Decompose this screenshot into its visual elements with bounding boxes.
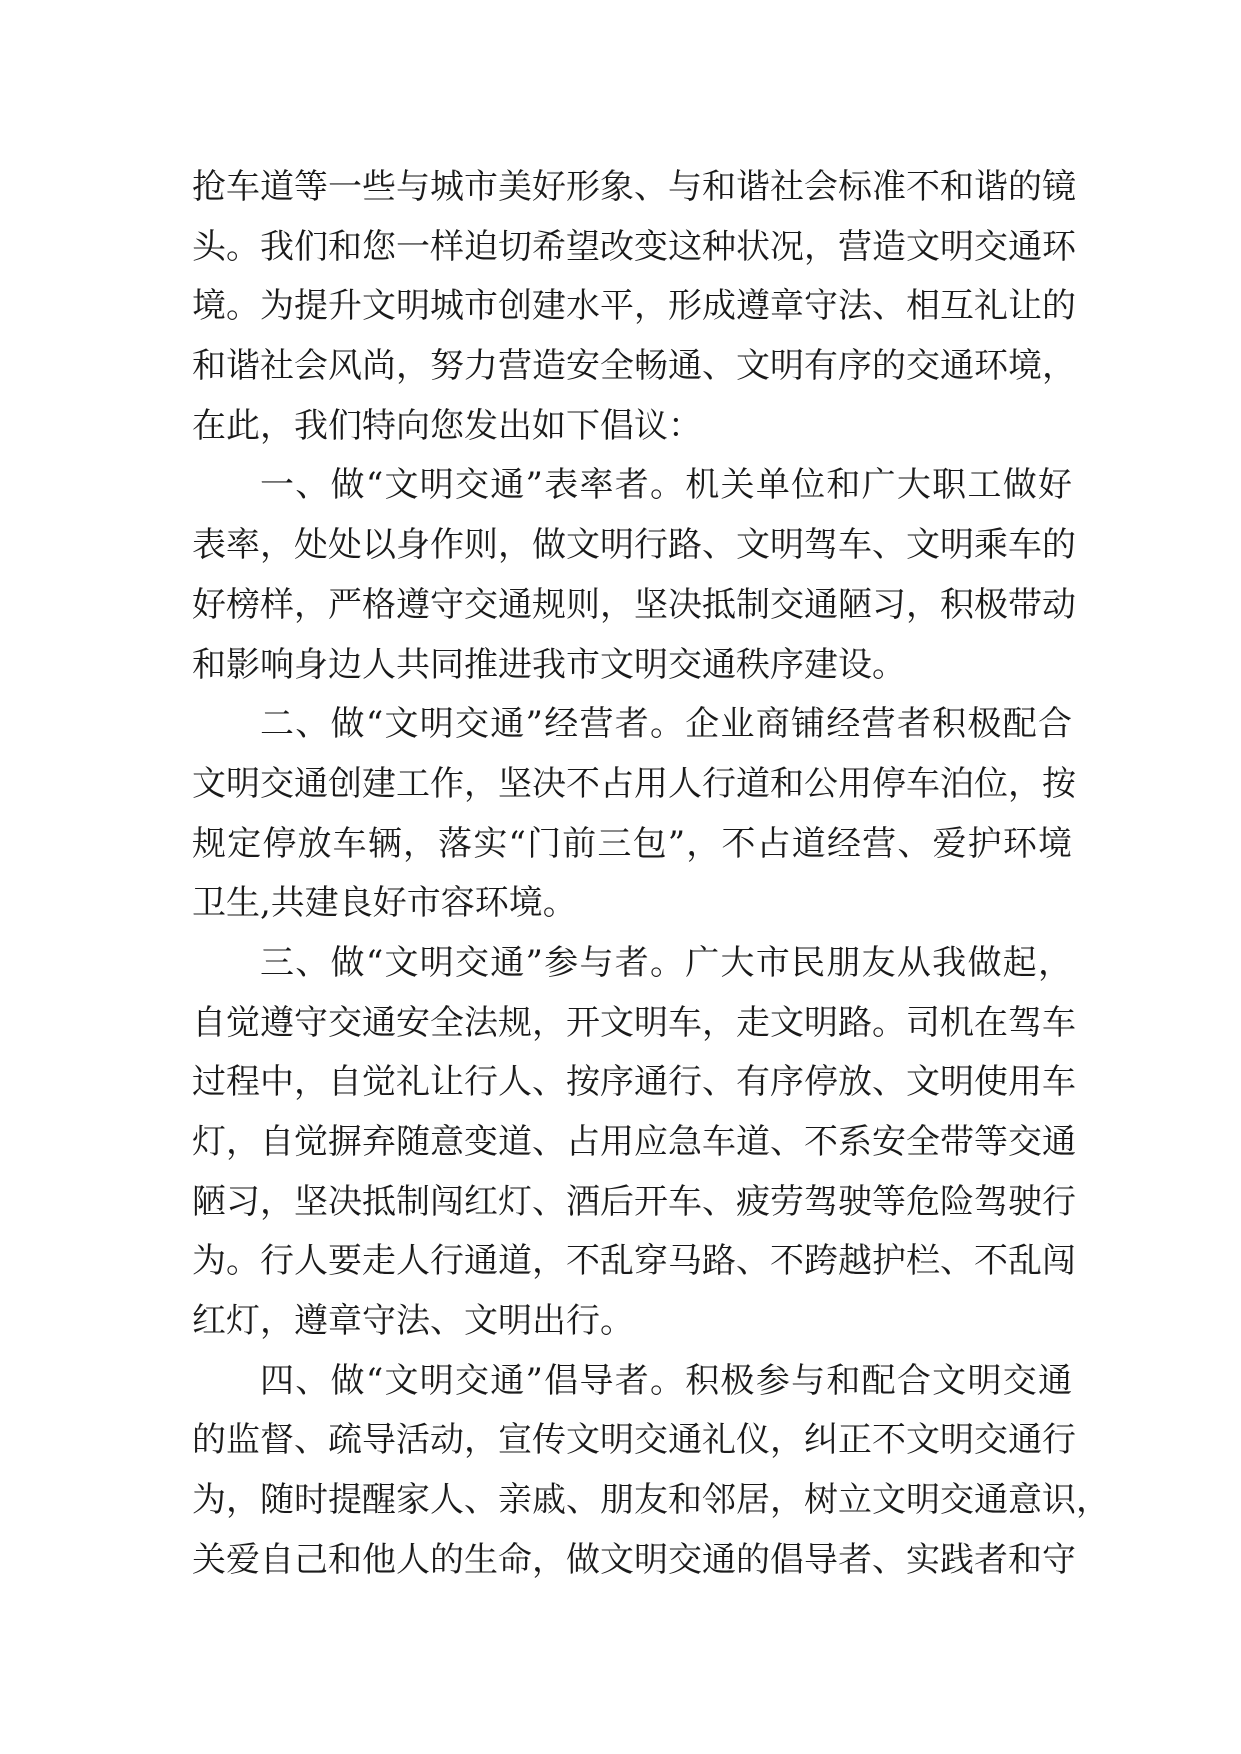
text-line: 红灯，遵章守法、文明出行。 <box>192 1301 634 1342</box>
text-line: 表率，处处以身作则，做文明行路、文明驾车、文明乘车的 <box>192 525 1076 566</box>
text-line: 四、做“文明交通”倡导者。积极参与和配合文明交通 <box>260 1360 1072 1401</box>
document-body <box>192 158 1110 1591</box>
text-line: 好榜样，严格遵守交通规则，坚决抵制交通陋习，积极带动 <box>192 584 1076 625</box>
text-line: 文明交通创建工作，坚决不占用人行道和公用停车泊位，按 <box>192 763 1076 804</box>
text-line: 规定停放车辆，落实“门前三包”，不占道经营、爱护环境 <box>192 823 1072 864</box>
text-line: 头。我们和您一样迫切希望改变这种状况，营造文明交通环 <box>192 226 1076 267</box>
text-line: 抢车道等一些与城市美好形象、与和谐社会标准不和谐的镜 <box>192 167 1076 207</box>
text-line: 和谐社会风尚，努力营造安全畅通、文明有序的交通环境， <box>192 346 1076 387</box>
text-line: 关爱自己和他人的生命，做文明交通的倡导者、实践者和守 <box>192 1539 1076 1580</box>
text-line: 过程中，自觉礼让行人、按序通行、有序停放、文明使用车 <box>192 1062 1076 1103</box>
text-line: 在此，我们特向您发出如下倡议： <box>192 405 702 446</box>
text-line: 一、做“文明交通”表率者。机关单位和广大职工做好 <box>260 465 1072 506</box>
text-line: 为。行人要走人行通道，不乱穿马路、不跨越护栏、不乱闯 <box>192 1241 1076 1282</box>
text-line: 卫生,共建良好市容环境。 <box>192 883 577 924</box>
text-line: 的监督、疏导活动，宣传文明交通礼仪，纠正不文明交通行 <box>192 1420 1076 1461</box>
text-line: 为，随时提醒家人、亲戚、朋友和邻居，树立文明交通意识， <box>192 1480 1110 1521</box>
text-line: 境。为提升文明城市创建水平，形成遵章守法、相互礼让的 <box>192 286 1076 327</box>
text-line: 灯，自觉摒弃随意变道、占用应急车道、不系安全带等交通 <box>192 1122 1076 1162</box>
text-line: 和影响身边人共同推进我市文明交通秩序建设。 <box>192 644 906 685</box>
text-line: 三、做“文明交通”参与者。广大市民朋友从我做起， <box>260 942 1072 983</box>
text-line: 二、做“文明交通”经营者。企业商铺经营者积极配合 <box>260 704 1072 745</box>
text-line: 自觉遵守交通安全法规，开文明车，走文明路。司机在驾车 <box>192 1002 1076 1043</box>
text-line: 陋习，坚决抵制闯红灯、酒后开车、疲劳驾驶等危险驾驶行 <box>192 1181 1076 1222</box>
